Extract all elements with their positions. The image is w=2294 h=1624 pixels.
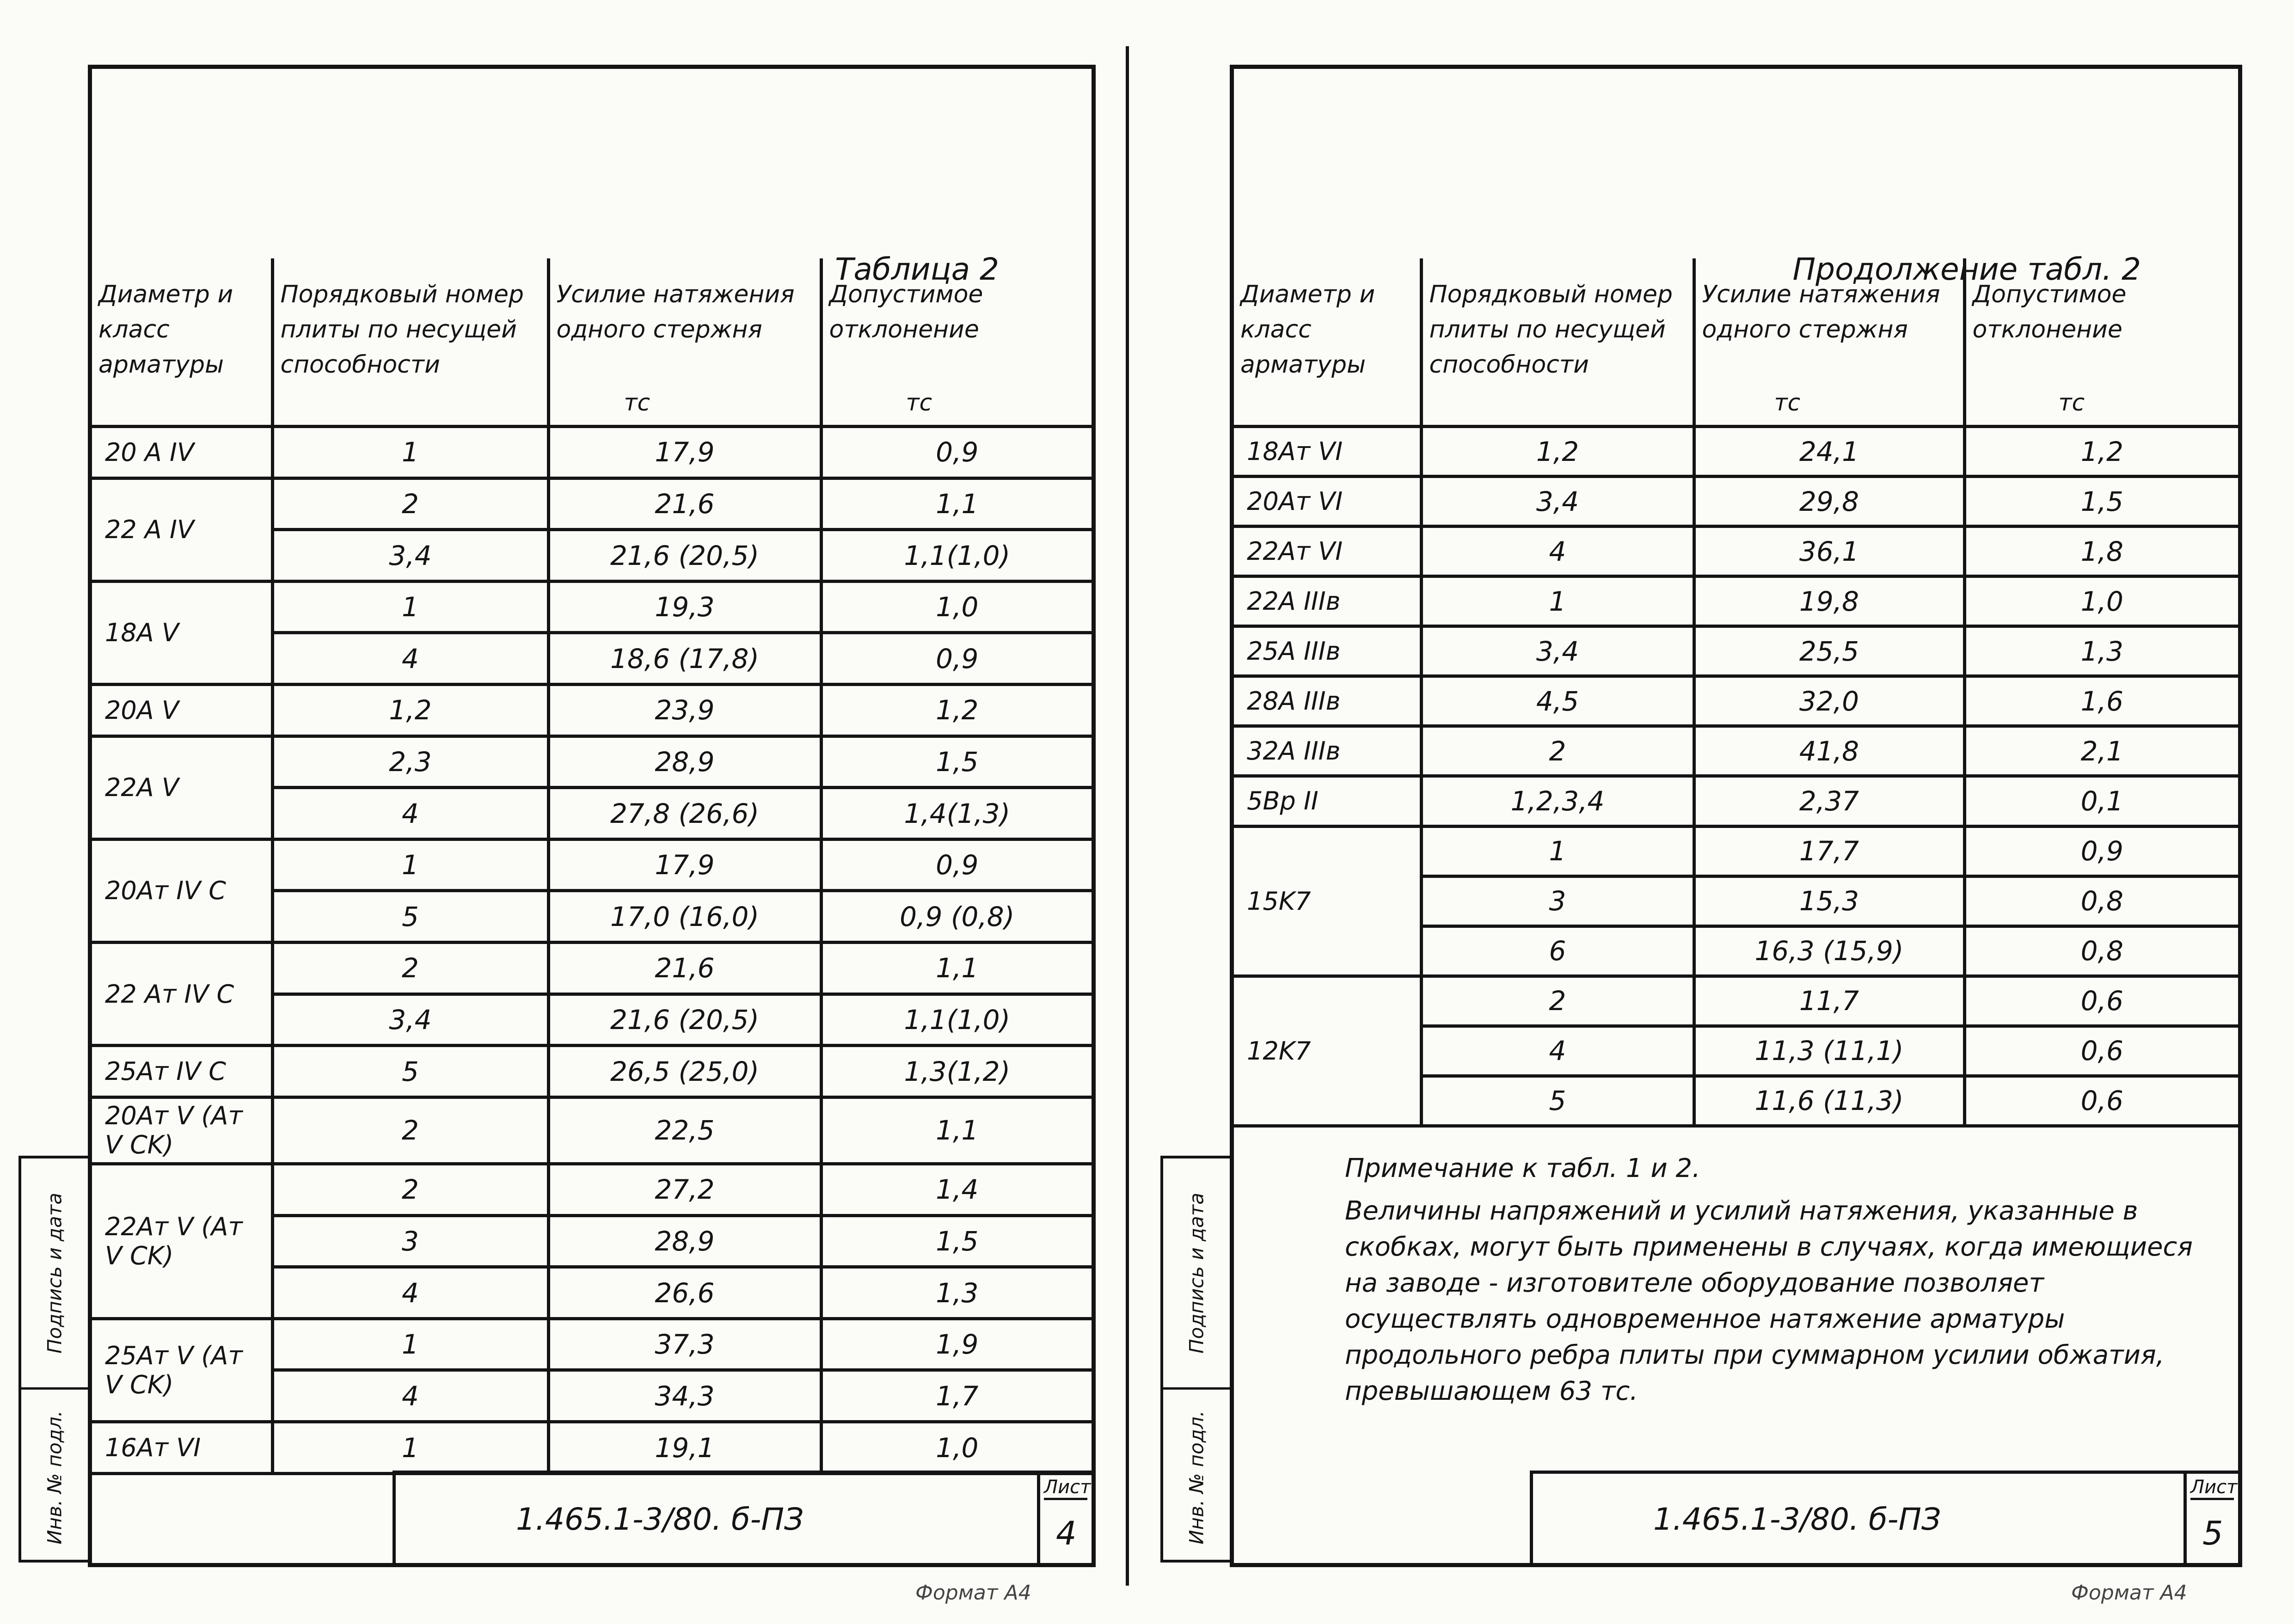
force-cell: 17,0 (16,0) bbox=[548, 891, 821, 943]
table-row bbox=[92, 736, 1092, 788]
rebar-class-cell: 20Aт V (Aт V CK) bbox=[92, 1097, 272, 1164]
format-label: Формат А4 bbox=[915, 1581, 1031, 1605]
force-cell: 11,6 (11,3) bbox=[1694, 1076, 1964, 1126]
tolerance-cell: 1,5 bbox=[821, 1215, 1092, 1267]
force-cell: 22,5 bbox=[548, 1097, 821, 1164]
tolerance-cell: 2,1 bbox=[1964, 726, 2238, 776]
rebar-class-cell: 22Aт V (Aт V CK) bbox=[92, 1164, 272, 1319]
plate-number-cell: 1 bbox=[272, 427, 548, 478]
plate-number-cell: 4 bbox=[1421, 527, 1694, 576]
page-divider bbox=[1126, 46, 1129, 1586]
sheet-number: 4 bbox=[1056, 1514, 1077, 1552]
table-title: Продолжение табл. 2 bbox=[1792, 251, 2141, 287]
force-cell: 17,9 bbox=[548, 839, 821, 891]
table-row bbox=[1234, 976, 2238, 1026]
force-cell: 41,8 bbox=[1694, 726, 1964, 776]
plate-number-cell: 1 bbox=[1421, 826, 1694, 876]
force-cell: 19,1 bbox=[548, 1422, 821, 1474]
approval-side-box bbox=[18, 1156, 88, 1563]
tolerance-cell: 0,9 bbox=[821, 839, 1092, 891]
force-cell: 34,3 bbox=[548, 1370, 821, 1422]
force-cell: 27,8 (26,6) bbox=[548, 788, 821, 840]
sheet-number-box bbox=[1037, 1474, 1092, 1563]
tolerance-cell: 0,8 bbox=[1964, 926, 2238, 976]
force-cell: 21,6 bbox=[548, 478, 821, 530]
tolerance-cell: 1,5 bbox=[1964, 477, 2238, 527]
plate-number-cell: 1,2 bbox=[272, 685, 548, 736]
tolerance-cell: 1,1(1,0) bbox=[821, 994, 1092, 1046]
rebar-class-cell: 25Aт IV C bbox=[92, 1046, 272, 1097]
tolerance-cell: 0,8 bbox=[1964, 876, 2238, 926]
header-force: Усилие натяжения одного стержня тс bbox=[548, 258, 821, 427]
force-cell: 21,6 bbox=[548, 943, 821, 994]
plate-number-cell: 1 bbox=[272, 1318, 548, 1370]
rebar-class-cell: 5Bр II bbox=[1234, 776, 1421, 826]
tolerance-cell: 0,9 bbox=[1964, 826, 2238, 876]
plate-number-cell: 1 bbox=[272, 581, 548, 633]
table-title: Таблица 2 bbox=[835, 251, 999, 287]
tolerance-cell: 0,6 bbox=[1964, 1076, 2238, 1126]
format-label: Формат А4 bbox=[2071, 1581, 2187, 1605]
table-row bbox=[92, 1046, 1092, 1097]
plate-number-cell: 4 bbox=[272, 1370, 548, 1422]
force-cell: 15,3 bbox=[1694, 876, 1964, 926]
tolerance-cell: 1,6 bbox=[1964, 676, 2238, 726]
table-row bbox=[92, 581, 1092, 633]
inv-no-label: Инв. № подл. bbox=[1185, 1410, 1208, 1544]
tolerance-cell: 1,5 bbox=[821, 736, 1092, 788]
table-row bbox=[1234, 527, 2238, 576]
rebar-class-cell: 20A V bbox=[92, 685, 272, 736]
sign-date-label: Подпись и дата bbox=[1185, 1192, 1208, 1354]
table-row bbox=[92, 839, 1092, 891]
sheet-right bbox=[1230, 65, 2242, 1567]
tolerance-cell: 1,0 bbox=[1964, 576, 2238, 626]
tolerance-cell: 1,3 bbox=[821, 1267, 1092, 1319]
tolerance-cell: 1,2 bbox=[821, 685, 1092, 736]
force-cell: 32,0 bbox=[1694, 676, 1964, 726]
table-body bbox=[92, 427, 1092, 1474]
rebar-class-cell: 16Aт VI bbox=[92, 1422, 272, 1474]
tolerance-cell: 0,9 bbox=[821, 633, 1092, 685]
unit-label: тс bbox=[1774, 389, 1801, 416]
rebar-class-cell: 22 A IV bbox=[92, 478, 272, 581]
plate-number-cell: 3,4 bbox=[272, 530, 548, 582]
table-row bbox=[92, 1422, 1092, 1474]
plate-number-cell: 3,4 bbox=[1421, 477, 1694, 527]
sign-date-label: Подпись и дата bbox=[43, 1192, 66, 1354]
plate-number-cell: 3 bbox=[272, 1215, 548, 1267]
table-row bbox=[1234, 626, 2238, 676]
inv-no-label: Инв. № подл. bbox=[43, 1410, 66, 1544]
plate-number-cell: 4 bbox=[272, 788, 548, 840]
header-tolerance: Допустимое отклонение тс bbox=[821, 258, 1092, 427]
plate-number-cell: 3 bbox=[1421, 876, 1694, 926]
table-header-row bbox=[92, 258, 1092, 427]
force-cell: 23,9 bbox=[548, 685, 821, 736]
force-cell: 25,5 bbox=[1694, 626, 1964, 676]
table-row bbox=[92, 427, 1092, 478]
force-cell: 11,7 bbox=[1694, 976, 1964, 1026]
force-cell: 21,6 (20,5) bbox=[548, 994, 821, 1046]
force-cell: 27,2 bbox=[548, 1164, 821, 1216]
plate-number-cell: 2 bbox=[1421, 976, 1694, 1026]
tolerance-cell: 1,7 bbox=[821, 1370, 1092, 1422]
rebar-class-cell: 20Aт IV C bbox=[92, 839, 272, 942]
tolerance-cell: 1,3 bbox=[1964, 626, 2238, 676]
force-cell: 16,3 (15,9) bbox=[1694, 926, 1964, 976]
plate-number-cell: 2 bbox=[272, 1097, 548, 1164]
force-cell: 2,37 bbox=[1694, 776, 1964, 826]
tolerance-cell: 0,6 bbox=[1964, 1026, 2238, 1076]
sheet-label: Лист bbox=[1044, 1477, 1087, 1500]
rebar-class-cell: 22A IIIв bbox=[1234, 576, 1421, 626]
tolerance-cell: 1,1 bbox=[821, 478, 1092, 530]
tolerance-cell: 0,6 bbox=[1964, 976, 2238, 1026]
force-cell: 17,7 bbox=[1694, 826, 1964, 876]
tolerance-cell: 1,2 bbox=[1964, 427, 2238, 477]
header-force: Усилие натяжения одного стержня тс bbox=[1694, 258, 1964, 427]
tolerance-cell: 1,1 bbox=[821, 1097, 1092, 1164]
rebar-class-cell: 25A IIIв bbox=[1234, 626, 1421, 676]
rebar-class-cell: 12K7 bbox=[1234, 976, 1421, 1126]
table-row bbox=[1234, 576, 2238, 626]
sheet-number: 5 bbox=[2202, 1514, 2223, 1552]
notes-title: Примечание к табл. 1 и 2. bbox=[1345, 1153, 1700, 1183]
force-cell: 36,1 bbox=[1694, 527, 1964, 576]
header-plate-number: Порядковый номер плиты по несущей способности bbox=[1421, 258, 1694, 427]
notes-block bbox=[1345, 1151, 2209, 1410]
inv-no-cell bbox=[1163, 1390, 1230, 1565]
table-row bbox=[92, 1097, 1092, 1164]
inv-no-cell bbox=[21, 1390, 88, 1565]
tolerance-cell: 0,1 bbox=[1964, 776, 2238, 826]
plate-number-cell: 3,4 bbox=[272, 994, 548, 1046]
plate-number-cell: 4 bbox=[272, 633, 548, 685]
plate-number-cell: 6 bbox=[1421, 926, 1694, 976]
force-cell: 24,1 bbox=[1694, 427, 1964, 477]
table-row bbox=[1234, 726, 2238, 776]
data-table bbox=[92, 258, 1092, 1475]
tolerance-cell: 1,9 bbox=[821, 1318, 1092, 1370]
plate-number-cell: 2,3 bbox=[272, 736, 548, 788]
rebar-class-cell: 22 Aт IV C bbox=[92, 943, 272, 1046]
sign-date-cell bbox=[21, 1158, 88, 1390]
header-diameter: Диаметр и класс арматуры bbox=[1234, 258, 1421, 427]
table-row bbox=[1234, 776, 2238, 826]
tolerance-cell: 1,4 bbox=[821, 1164, 1092, 1216]
force-cell: 26,5 (25,0) bbox=[548, 1046, 821, 1097]
force-cell: 26,6 bbox=[548, 1267, 821, 1319]
tolerance-cell: 1,1(1,0) bbox=[821, 530, 1092, 582]
plate-number-cell: 4 bbox=[272, 1267, 548, 1319]
approval-side-box bbox=[1160, 1156, 1230, 1563]
table-row bbox=[92, 685, 1092, 736]
document-code: 1.465.1-3/80. б-ПЗ bbox=[1653, 1501, 1941, 1537]
tolerance-cell: 0,9 bbox=[821, 427, 1092, 478]
data-table bbox=[1234, 258, 2238, 1128]
sign-date-cell bbox=[1163, 1158, 1230, 1390]
force-cell: 17,9 bbox=[548, 427, 821, 478]
plate-number-cell: 3,4 bbox=[1421, 626, 1694, 676]
plate-number-cell: 1,2,3,4 bbox=[1421, 776, 1694, 826]
rebar-class-cell: 20Aт VI bbox=[1234, 477, 1421, 527]
rebar-class-cell: 32A IIIв bbox=[1234, 726, 1421, 776]
rebar-class-cell: 22Aт VI bbox=[1234, 527, 1421, 576]
tolerance-cell: 1,3(1,2) bbox=[821, 1046, 1092, 1097]
rebar-class-cell: 22A V bbox=[92, 736, 272, 839]
plate-number-cell: 2 bbox=[272, 943, 548, 994]
force-cell: 18,6 (17,8) bbox=[548, 633, 821, 685]
force-cell: 21,6 (20,5) bbox=[548, 530, 821, 582]
plate-number-cell: 5 bbox=[1421, 1076, 1694, 1126]
force-cell: 11,3 (11,1) bbox=[1694, 1026, 1964, 1076]
tolerance-cell: 1,0 bbox=[821, 581, 1092, 633]
table-body bbox=[1234, 427, 2238, 1126]
plate-number-cell: 2 bbox=[272, 478, 548, 530]
plate-number-cell: 1,2 bbox=[1421, 427, 1694, 477]
force-cell: 28,9 bbox=[548, 736, 821, 788]
tolerance-cell: 1,0 bbox=[821, 1422, 1092, 1474]
table-header-row bbox=[1234, 258, 2238, 427]
table-row bbox=[92, 1164, 1092, 1216]
sheet-left bbox=[88, 65, 1096, 1567]
plate-number-cell: 5 bbox=[272, 1046, 548, 1097]
rebar-class-cell: 25Aт V (Aт V CK) bbox=[92, 1318, 272, 1422]
force-cell: 29,8 bbox=[1694, 477, 1964, 527]
notes-text: Величины напряжений и усилий натяжения, указанные в скобках, могут быть применены в случаях, когда имеющиеся на заводе - изготовителе оборудование позволяет осуществлять одновременное натяжение арматуры продольного ребра плиты при суммарном усилии обжатия, превышающем 63 тс. bbox=[1345, 1196, 2193, 1406]
plate-number-cell: 1 bbox=[272, 1422, 548, 1474]
table-row bbox=[92, 478, 1092, 530]
table-row bbox=[92, 1318, 1092, 1370]
table-row bbox=[1234, 427, 2238, 477]
plate-number-cell: 2 bbox=[1421, 726, 1694, 776]
unit-label: тс bbox=[624, 389, 650, 416]
rebar-class-cell: 20 A IV bbox=[92, 427, 272, 478]
tolerance-cell: 1,1 bbox=[821, 943, 1092, 994]
tolerance-cell: 0,9 (0,8) bbox=[821, 891, 1092, 943]
header-tolerance: Допустимое отклонение тс bbox=[1964, 258, 2238, 427]
force-cell: 19,8 bbox=[1694, 576, 1964, 626]
plate-number-cell: 5 bbox=[272, 891, 548, 943]
title-block bbox=[1530, 1471, 2238, 1563]
tolerance-cell: 1,8 bbox=[1964, 527, 2238, 576]
sheet-number-box bbox=[2184, 1474, 2238, 1563]
document-code: 1.465.1-3/80. б-ПЗ bbox=[516, 1501, 804, 1537]
plate-number-cell: 2 bbox=[272, 1164, 548, 1216]
title-block bbox=[393, 1471, 1092, 1563]
table-row bbox=[92, 943, 1092, 994]
rebar-class-cell: 15K7 bbox=[1234, 826, 1421, 976]
header-plate-number: Порядковый номер плиты по несущей способности bbox=[272, 258, 548, 427]
force-cell: 19,3 bbox=[548, 581, 821, 633]
unit-label: тс bbox=[2058, 389, 2085, 416]
rebar-class-cell: 18A V bbox=[92, 581, 272, 684]
rebar-class-cell: 18Aт VI bbox=[1234, 427, 1421, 477]
sheet-label: Лист bbox=[2190, 1477, 2234, 1500]
tolerance-cell: 1,4(1,3) bbox=[821, 788, 1092, 840]
table-row bbox=[1234, 826, 2238, 876]
unit-label: тс bbox=[906, 389, 932, 416]
plate-number-cell: 4,5 bbox=[1421, 676, 1694, 726]
force-cell: 28,9 bbox=[548, 1215, 821, 1267]
table-row bbox=[1234, 477, 2238, 527]
plate-number-cell: 1 bbox=[1421, 576, 1694, 626]
plate-number-cell: 1 bbox=[272, 839, 548, 891]
header-diameter: Диаметр и класс арматуры bbox=[92, 258, 272, 427]
rebar-class-cell: 28A IIIв bbox=[1234, 676, 1421, 726]
table-row bbox=[1234, 676, 2238, 726]
plate-number-cell: 4 bbox=[1421, 1026, 1694, 1076]
force-cell: 37,3 bbox=[548, 1318, 821, 1370]
